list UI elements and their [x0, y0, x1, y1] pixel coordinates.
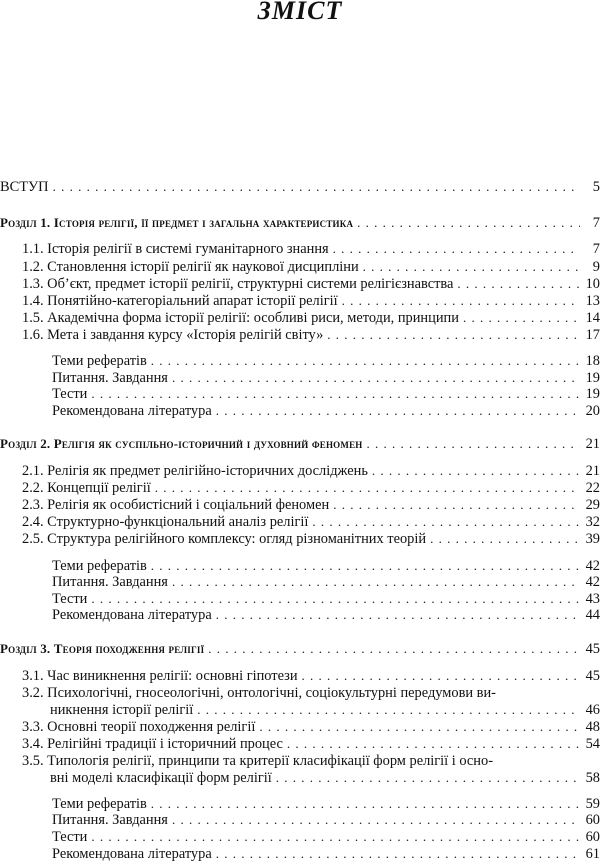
toc-extra[interactable] [52, 796, 600, 812]
dot-leader [327, 327, 580, 343]
toc-section[interactable] [22, 736, 600, 752]
dot-leader [259, 719, 580, 735]
dot-leader [53, 179, 580, 195]
section-title: 1.5. Академічна форма історії релігії: особливі риси, методи, принципи [22, 310, 459, 326]
toc-page-number: 29 [585, 497, 600, 513]
section-title: 2.1. Релігія як предмет релігійно-історичних досліджень [22, 463, 368, 479]
toc-page-number: 18 [585, 353, 600, 369]
toc-page-number: 60 [585, 829, 600, 845]
section-title-line1: 3.2. Психологічні, гносеологічні, онтологічні, соціокультурні передумови ви- [22, 685, 496, 701]
extra-title: Теми рефератів [52, 796, 147, 812]
dot-leader [363, 259, 580, 275]
toc-extra[interactable] [52, 591, 600, 607]
chapter-title: Розділ 1. Історія релігії, її предмет і загальна характеристика [0, 215, 354, 230]
toc-page-number: 22 [585, 480, 600, 496]
toc-page-number: 20 [585, 403, 600, 419]
toc-section[interactable] [22, 514, 600, 530]
extra-title: Теми рефератів [52, 353, 147, 369]
dot-leader [216, 846, 580, 862]
dot-leader [463, 310, 580, 326]
section-title: 1.3. Об’єкт, предмет історії релігії, структурні системи релігієзнавства [22, 276, 454, 292]
page-title: ЗМІСТ [257, 0, 343, 25]
toc-section-multiline[interactable] [22, 685, 600, 701]
toc-page-number: 61 [585, 846, 600, 862]
section-title: 2.2. Концепції релігії [22, 480, 151, 496]
toc-page-number: 13 [585, 293, 600, 309]
toc-page-number: 7 [592, 241, 600, 257]
section-title: 3.4. Релігійні традиції і історичний процес [22, 736, 283, 752]
toc-page-number: 44 [585, 607, 600, 623]
toc-extra[interactable] [52, 607, 600, 623]
dot-leader [172, 574, 580, 590]
dot-leader [172, 370, 580, 386]
toc-page-number: 58 [585, 770, 600, 786]
dot-leader [372, 463, 580, 479]
section-title: 2.4. Структурно-функціональний аналіз релігії [22, 514, 309, 530]
toc-entry-intro[interactable] [0, 179, 600, 195]
toc-page-number: 45 [585, 668, 600, 684]
toc-page-number: 19 [585, 386, 600, 402]
dot-leader [366, 436, 580, 452]
toc-extra[interactable] [52, 829, 600, 845]
chapter-title: Розділ 2. Релігія як суспільно-історичний і духовний феномен [0, 436, 363, 451]
toc-page-number: 45 [585, 641, 600, 657]
dot-leader [208, 641, 580, 657]
toc-page-number: 5 [592, 179, 600, 195]
toc-page-number: 10 [585, 276, 600, 292]
toc-extra[interactable] [52, 574, 600, 590]
toc-page-number: 7 [592, 215, 600, 231]
toc-chapter-2[interactable] [0, 436, 600, 452]
toc-page-number: 59 [585, 796, 600, 812]
toc-page-number: 21 [585, 436, 600, 452]
section-title: 1.6. Мета і завдання курсу «Історія релігій світу» [22, 327, 324, 343]
toc-page-number: 42 [585, 558, 600, 574]
extra-title: Тести [52, 829, 88, 845]
toc-section[interactable] [22, 310, 600, 326]
section-title-line2: никнення історії релігії [50, 702, 194, 718]
section-title: 2.5. Структура релігійного комплексу: огляд різноманітних теорій [22, 531, 427, 547]
extra-title: Питання. Завдання [52, 574, 168, 590]
dot-leader [91, 591, 580, 607]
chapter-title: Розділ 3. Теорія походження релігії [0, 641, 205, 656]
toc-page-number: 9 [592, 259, 600, 275]
toc-page-number: 17 [585, 327, 600, 343]
dot-leader [197, 702, 580, 718]
toc-extra[interactable] [52, 558, 600, 574]
toc-page-number: 48 [585, 719, 600, 735]
toc-page-number: 60 [585, 812, 600, 828]
toc-section[interactable] [22, 293, 600, 309]
extra-title: Тести [52, 386, 88, 402]
extra-title: Теми рефератів [52, 558, 147, 574]
dot-leader [302, 668, 580, 684]
toc-page-number: 42 [585, 574, 600, 590]
toc-entry-label: ВСТУП [0, 179, 49, 195]
dot-leader [216, 403, 580, 419]
toc-section[interactable] [22, 480, 600, 496]
dot-leader [287, 736, 580, 752]
dot-leader [333, 241, 580, 257]
toc-section[interactable] [22, 531, 600, 547]
extra-title: Рекомендована література [52, 607, 212, 623]
dot-leader [430, 531, 580, 547]
toc-section[interactable] [50, 770, 600, 786]
toc-section[interactable] [22, 327, 600, 343]
dot-leader [91, 829, 580, 845]
toc-page-number: 54 [585, 736, 600, 752]
toc-section[interactable] [50, 702, 600, 718]
toc-section[interactable] [22, 241, 600, 257]
toc-chapter-3[interactable] [0, 641, 600, 657]
extra-title: Рекомендована література [52, 846, 212, 862]
extra-title: Рекомендована література [52, 403, 212, 419]
toc-page-number: 46 [585, 702, 600, 718]
toc-section[interactable] [22, 276, 600, 292]
section-title: 1.2. Становлення історії релігії як наукової дисципліни [22, 259, 359, 275]
toc-section-multiline[interactable] [22, 753, 600, 769]
dot-leader [342, 293, 580, 309]
section-title: 3.1. Час виникнення релігії: основні гіпотези [22, 668, 298, 684]
dot-leader [155, 480, 580, 496]
toc-section[interactable] [22, 668, 600, 684]
section-title: 3.3. Основні теорії походження релігії [22, 719, 256, 735]
dot-leader [457, 276, 580, 292]
toc-page-number: 39 [585, 531, 600, 547]
toc-section[interactable] [22, 259, 600, 275]
dot-leader [172, 812, 580, 828]
toc-section[interactable] [22, 463, 600, 479]
toc-extra[interactable] [52, 353, 600, 369]
toc-chapter-1[interactable] [0, 215, 600, 231]
toc-extra[interactable] [52, 812, 600, 828]
toc-extra[interactable] [52, 386, 600, 402]
dot-leader [151, 558, 580, 574]
section-title-line1: 3.5. Типологія релігії, принципи та критерії класифікації форм релігії і осно- [22, 753, 493, 769]
section-title: 2.3. Релігія як особистісний і соціальний феномен [22, 497, 330, 513]
dot-leader [151, 796, 580, 812]
dot-leader [216, 607, 580, 623]
dot-leader [151, 353, 580, 369]
toc-page-number: 32 [585, 514, 600, 530]
dot-leader [312, 514, 580, 530]
section-title-line2: вні моделі класифікації форм релігії [50, 770, 272, 786]
dot-leader [276, 770, 580, 786]
extra-title: Питання. Завдання [52, 812, 168, 828]
extra-title: Тести [52, 591, 88, 607]
toc-page-number: 43 [585, 591, 600, 607]
dot-leader [91, 386, 580, 402]
toc-extra[interactable] [52, 403, 600, 419]
toc-page-number: 14 [585, 310, 600, 326]
toc-section[interactable] [22, 497, 600, 513]
dot-leader [357, 215, 580, 231]
toc-page-number: 19 [585, 370, 600, 386]
dot-leader [333, 497, 580, 513]
section-title: 1.4. Понятійно-категоріальний апарат історії релігії [22, 293, 338, 309]
toc-section[interactable] [22, 719, 600, 735]
section-title: 1.1. Історія релігії в системі гуманітарного знання [22, 241, 329, 257]
toc-page-number: 21 [585, 463, 600, 479]
toc-extra[interactable] [52, 370, 600, 386]
extra-title: Питання. Завдання [52, 370, 168, 386]
toc-extra[interactable] [52, 846, 600, 862]
